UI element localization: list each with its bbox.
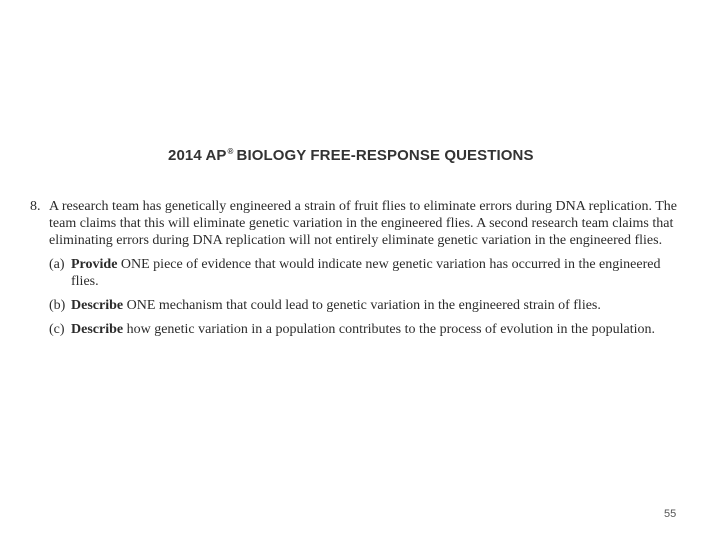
question-text: A research team has genetically engineered a strain of fruit flies to eliminate errors during DNA replication. The team claims that this will eliminate genetic variation in the engineered flies. A second research team claims that eliminating errors during DNA replication will not entirely eliminate genetic variation in the engineered flies.: [49, 199, 677, 248]
registered-mark: ®: [227, 147, 234, 156]
part-verb: Describe: [71, 322, 124, 337]
document-heading: [168, 147, 534, 164]
question-number: 8.: [30, 199, 41, 214]
part-letter: (a): [49, 257, 65, 272]
part-text: how genetic variation in a population contributes to the process of evolution in the population.: [123, 322, 655, 337]
part-verb: Provide: [71, 257, 118, 272]
question-part-b: [49, 297, 689, 314]
heading-prefix: 2014 AP: [168, 147, 227, 164]
part-text: ONE mechanism that could lead to genetic variation in the engineered strain of flies.: [123, 298, 601, 313]
part-letter: (c): [49, 322, 65, 337]
question-parts: [49, 256, 689, 345]
part-text: ONE piece of evidence that would indicate new genetic variation has occurred in the engineered flies.: [71, 257, 661, 289]
question-part-c: [49, 321, 689, 338]
heading-suffix: BIOLOGY FREE-RESPONSE QUESTIONS: [236, 147, 534, 164]
page-number: 55: [664, 508, 677, 520]
question-8: [30, 198, 690, 249]
question-part-a: [49, 256, 689, 290]
part-verb: Describe: [71, 298, 124, 313]
part-letter: (b): [49, 298, 66, 313]
